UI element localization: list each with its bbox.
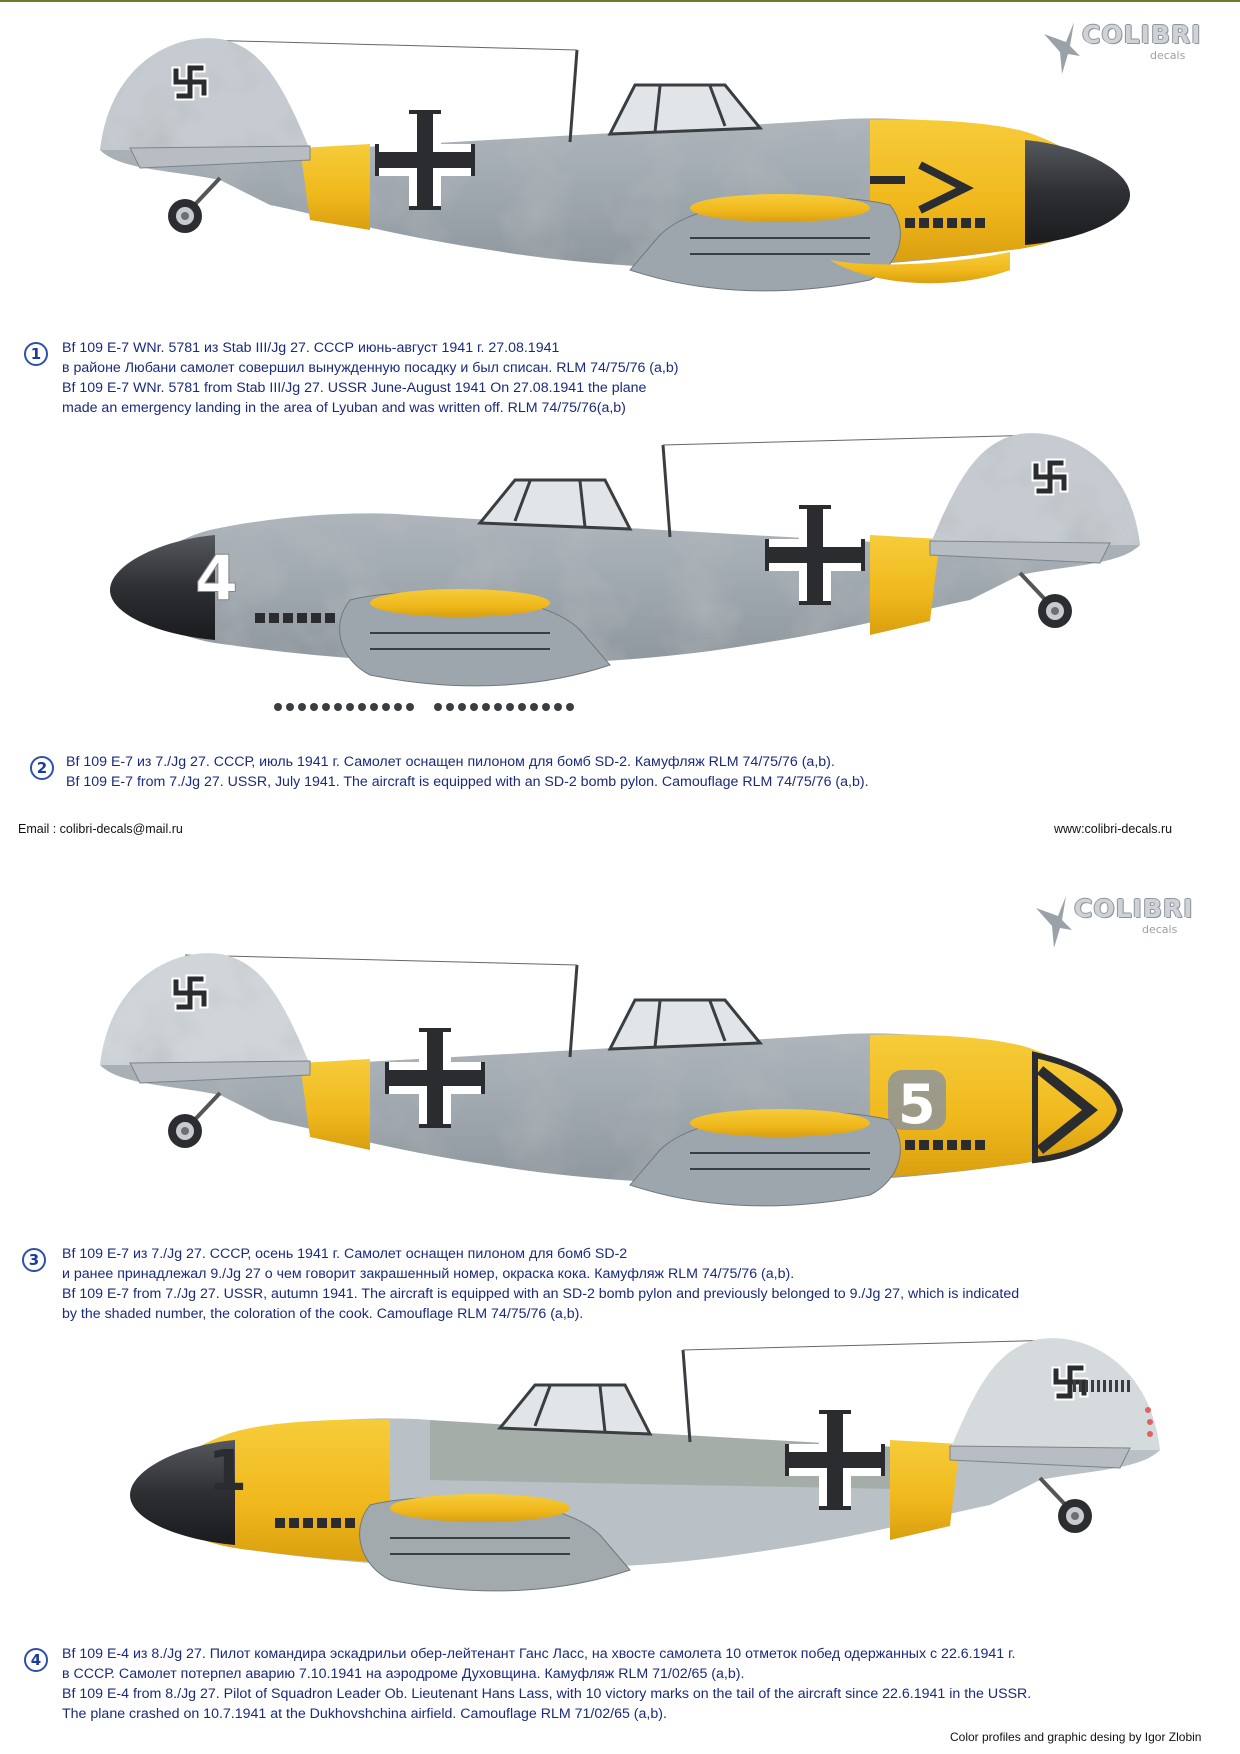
brand-name: COLIBRI: [1082, 20, 1202, 49]
caption-line: Bf 109 E-7 из 7./Jg 27. СССР, осень 1941 г. Самолет оснащен пилоном для бомб SD-2: [62, 1246, 628, 1262]
aircraft-number-marking: 1: [208, 1439, 247, 1504]
top-border: [0, 0, 1240, 2]
caption-line: Bf 109 E-4 из 8./Jg 27. Пилот командира эскадрильи обер-лейтенант Ганс Ласс, на хвосте самолета 10 отметок побед одержанных с 22.6.1941 г.: [62, 1646, 1016, 1662]
aircraft-number-marking: 4: [195, 542, 239, 615]
caption-line: в районе Любани самолет совершил вынужденную посадку и был списан. RLM 74/75/76 (a,b): [62, 360, 679, 376]
aircraft-profile-4: [80, 1330, 1200, 1630]
sd2-bomb-rack: [274, 703, 574, 711]
aircraft-number-marking: 5: [898, 1073, 936, 1136]
caption-line: Bf 109 E-7 from 7./Jg 27. USSR, July 1941. The aircraft is equipped with an SD-2 bomb pylon. Camouflage RLM 74/75/76 (a,b).: [66, 774, 869, 790]
colibri-logo: [1032, 890, 1202, 952]
caption-line: и ранее принадлежал 9./Jg 27 о чем говорит закрашенный номер, окраска кока. Камуфляж RLM 74/75/76 (a,b).: [62, 1266, 795, 1282]
email-contact: Email : colibri-decals@mail.ru: [18, 822, 183, 836]
caption-line: Bf 109 E-7 из 7./Jg 27. СССР, июль 1941 г. Самолет оснащен пилоном для бомб SD-2. Камуфляж RLM 74/75/76 (a,b).: [66, 754, 835, 770]
profile-caption: [62, 1244, 1019, 1324]
brand-name: COLIBRI: [1074, 894, 1194, 923]
aircraft-profile-3: [70, 945, 1190, 1235]
brand-sub: decals: [1150, 49, 1186, 62]
caption-line: Bf 109 E-7 WNr. 5781 из Stab III/Jg 27. СССР июнь-август 1941 г. 27.08.1941: [62, 340, 560, 356]
caption-line: Bf 109 E-4 from 8./Jg 27. Pilot of Squadron Leader Ob. Lieutenant Hans Lass, with 10 victory marks on the tail of the aircraft since 22.6.1941 in the USSR.: [62, 1686, 1032, 1702]
caption-line: в СССР. Самолет потерпел аварию 7.10.1941 на аэродроме Духовщина. Камуфляж RLM 71/02/65 (a,b).: [62, 1666, 745, 1682]
caption-line: by the shaded number, the coloration of the cook. Camouflage RLM 74/75/76 (a,b).: [62, 1306, 584, 1322]
profile-number-badge: 2: [30, 756, 54, 780]
spinner: [1025, 140, 1130, 245]
caption-line: The plane crashed on 10.7.1941 at the Dukhovshchina airfield. Camouflage RLM 71/02/65 (a,b).: [62, 1706, 667, 1722]
profile-caption: [66, 752, 869, 792]
credit-line: Color profiles and graphic desing by Igor Zlobin: [950, 1730, 1202, 1744]
profile-number-badge: 3: [22, 1248, 46, 1272]
caption-line: Bf 109 E-7 WNr. 5781 from Stab III/Jg 27. USSR June-August 1941 On 27.08.1941 the plane: [62, 380, 647, 396]
profile-number-badge: 4: [24, 1648, 48, 1672]
profile-number-badge: 1: [24, 342, 48, 366]
caption-line: Bf 109 E-7 from 7./Jg 27. USSR, autumn 1941. The aircraft is equipped with an SD-2 bomb pylon and previously belonged to 9./Jg 27, which is indicated: [62, 1286, 1020, 1302]
aircraft-profile-1: [60, 30, 1180, 320]
aircraft-profile-2: [60, 425, 1180, 725]
caption-line: made an emergency landing in the area of Lyuban and was written off. RLM 74/75/76(a,b): [62, 400, 626, 416]
website-link[interactable]: www:colibri-decals.ru: [1054, 822, 1173, 836]
profile-caption: [62, 338, 678, 418]
brand-sub: decals: [1142, 923, 1178, 936]
profile-caption: [62, 1644, 1031, 1724]
